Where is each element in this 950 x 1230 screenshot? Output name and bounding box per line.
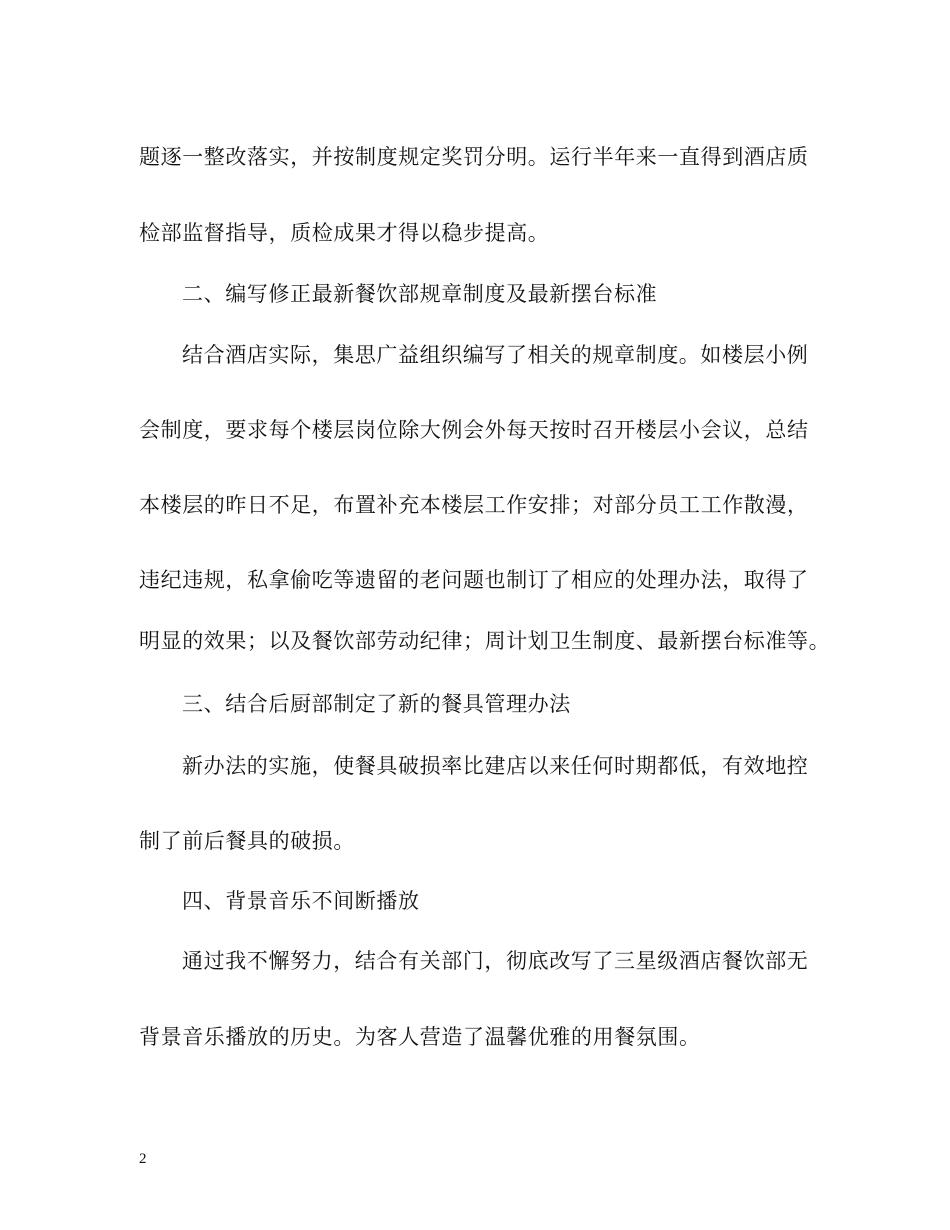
section-heading: 三、结合后厨部制定了新的餐具管理办法 bbox=[182, 692, 571, 716]
section-heading: 四、背景音乐不间断播放 bbox=[182, 889, 420, 913]
body-text-line: 会制度，要求每个楼层岗位除大例会外每天按时召开楼层小会议，总结 bbox=[139, 418, 809, 442]
body-text-line: 背景音乐播放的历史。为客人营造了温馨优雅的用餐氛围。 bbox=[139, 1025, 701, 1049]
body-text-line: 结合酒店实际，集思广益组织编写了相关的规章制度。如楼层小例 bbox=[182, 343, 809, 367]
body-text-line: 制了前后餐具的破损。 bbox=[139, 829, 355, 853]
page-number: 2 bbox=[139, 1151, 147, 1167]
body-text-line: 本楼层的昨日不足，布置补充本楼层工作安排；对部分员工工作散漫， bbox=[139, 493, 809, 517]
body-text-line: 明显的效果；以及餐饮部劳动纪律；周计划卫生制度、最新摆台标准等。 bbox=[139, 629, 831, 653]
body-text-line: 通过我不懈努力，结合有关部门，彻底改写了三星级酒店餐饮部无 bbox=[182, 949, 809, 973]
body-text-line: 题逐一整改落实，并按制度规定奖罚分明。运行半年来一直得到酒店质 bbox=[139, 145, 809, 169]
section-heading: 二、编写修正最新餐饮部规章制度及最新摆台标准 bbox=[182, 282, 658, 306]
body-text-line: 检部监督指导，质检成果才得以稳步提高。 bbox=[139, 221, 550, 245]
body-text-line: 新办法的实施，使餐具破损率比建店以来任何时期都低，有效地控 bbox=[182, 754, 809, 778]
body-text-line: 违纪违规，私拿偷吃等遗留的老问题也制订了相应的处理办法，取得了 bbox=[139, 568, 809, 592]
